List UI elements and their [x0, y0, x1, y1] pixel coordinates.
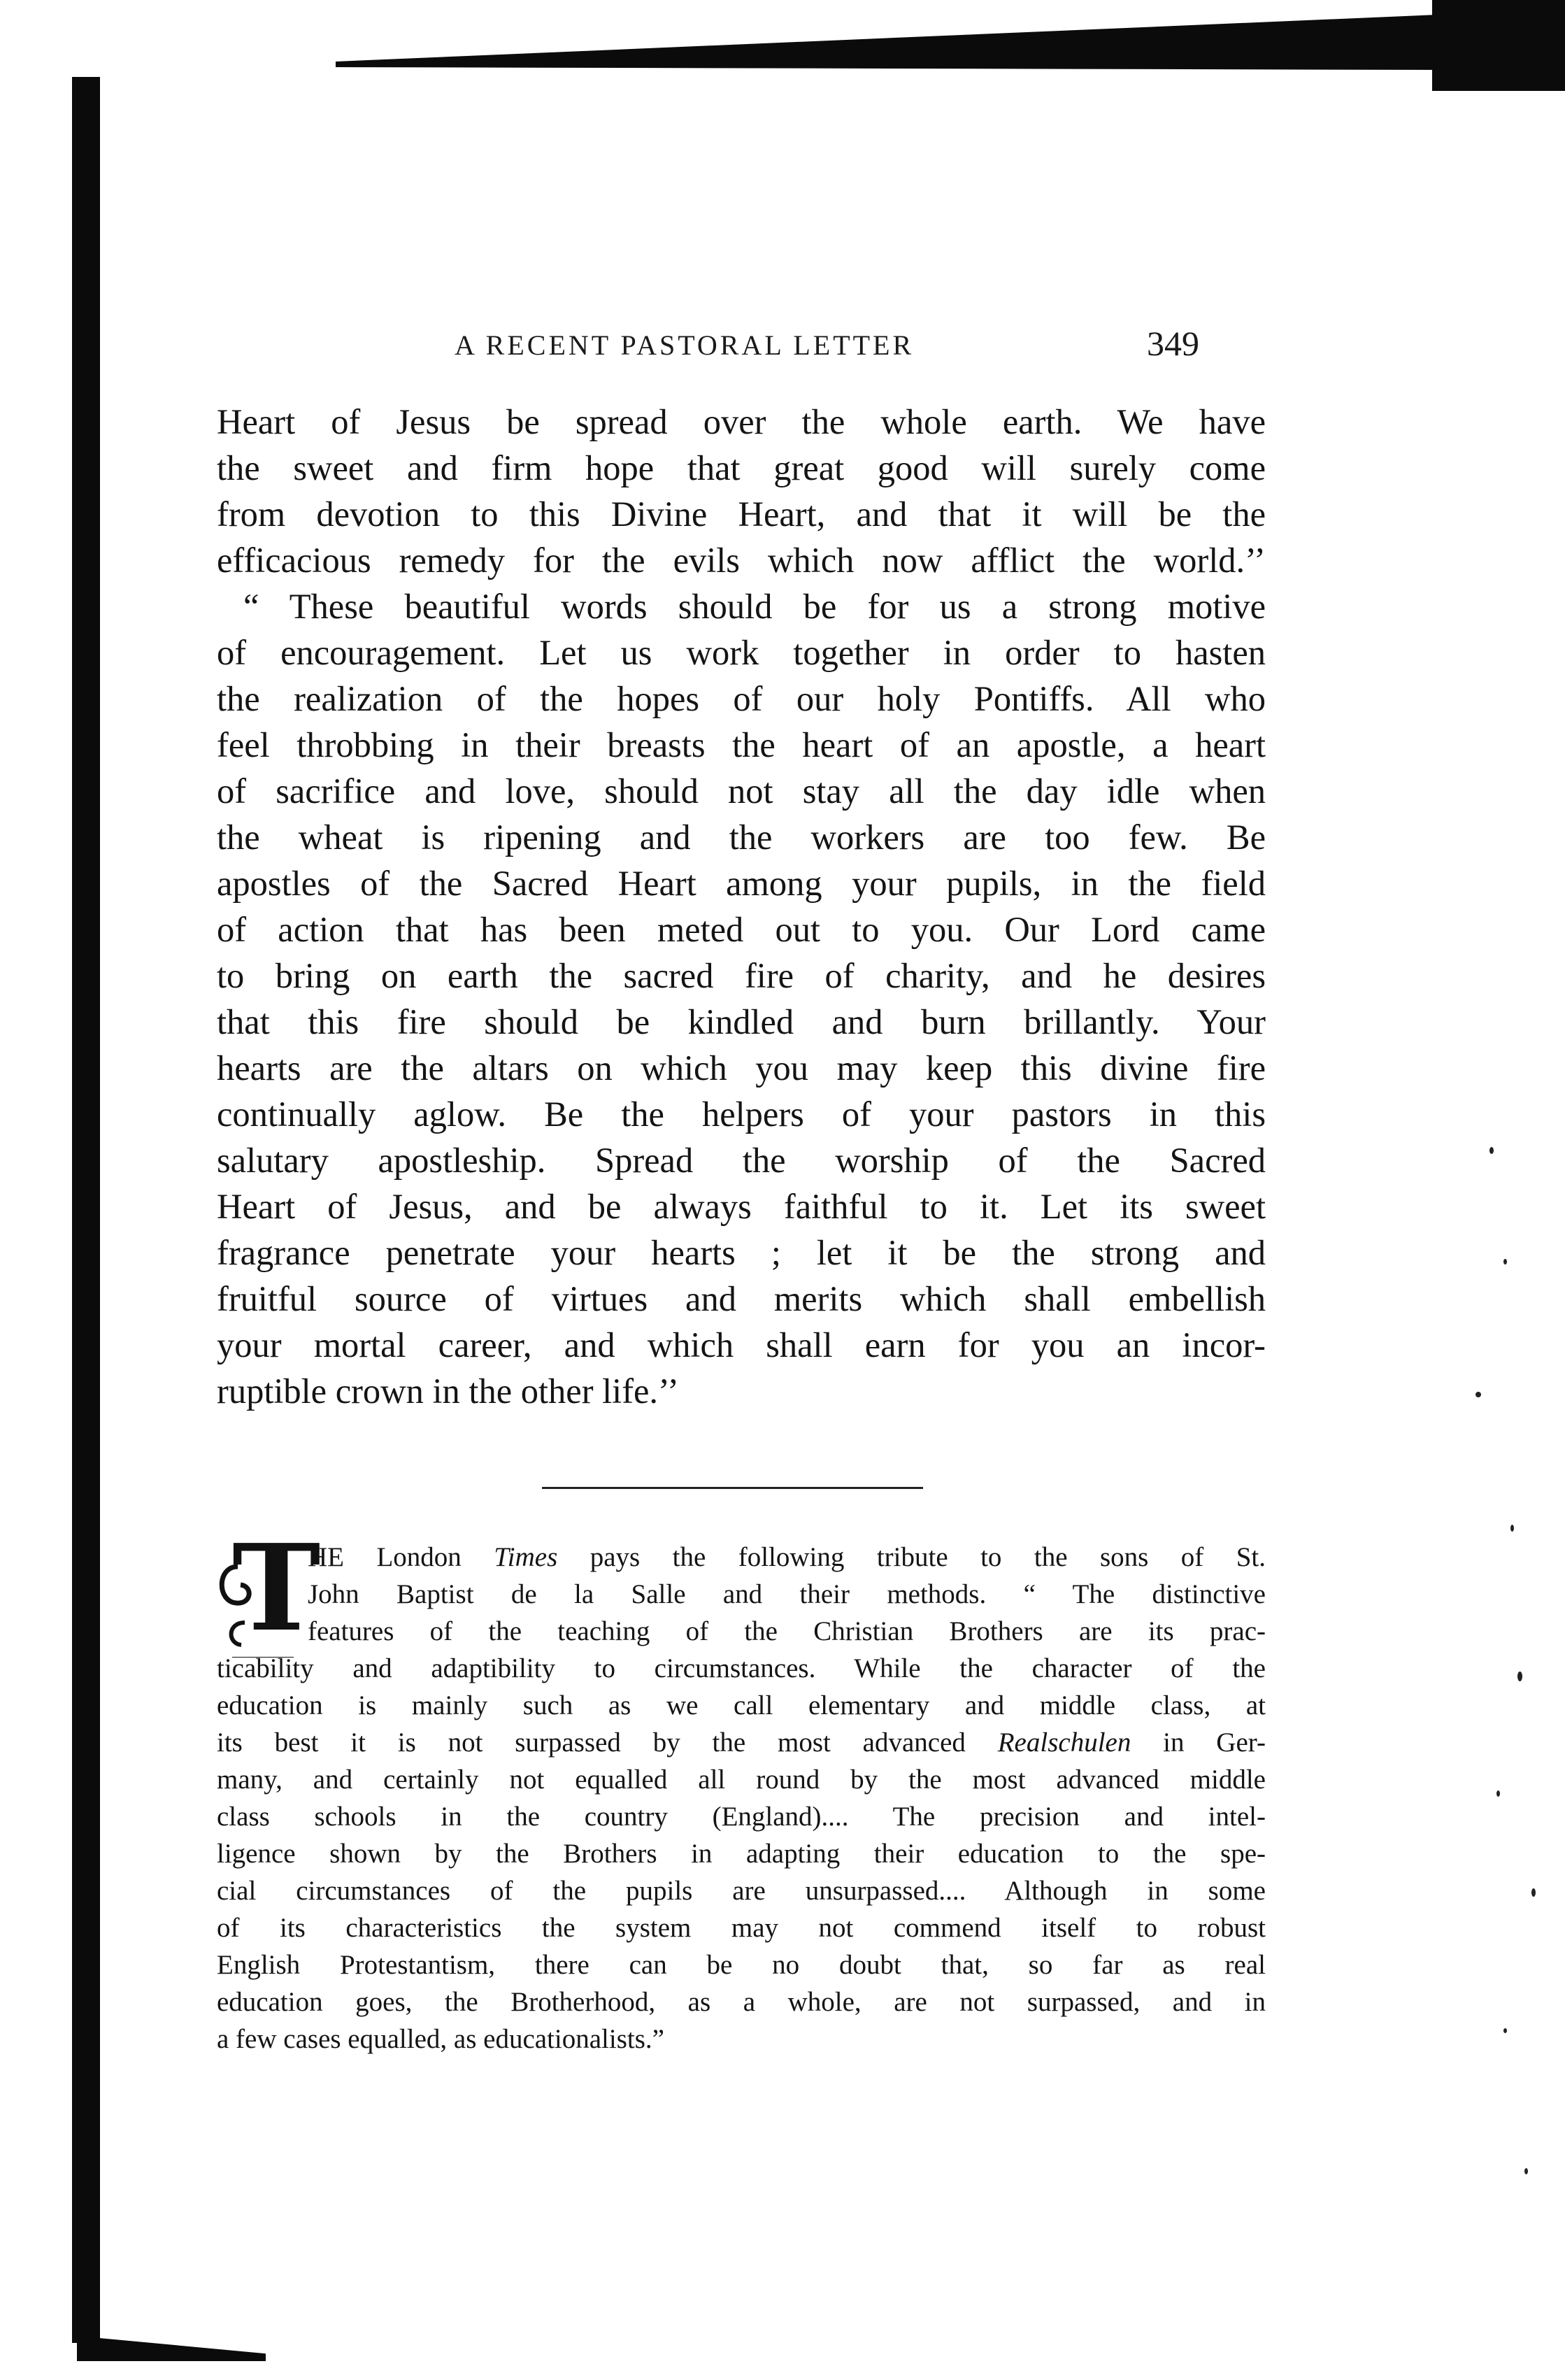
page-number: 349	[1147, 324, 1199, 363]
note-line: ticability and adaptibility to circumstances. While the character of the	[217, 1653, 1266, 1683]
drop-cap	[217, 1518, 321, 1658]
newspaper-title: Times	[494, 1542, 558, 1572]
note-line: education goes, the Brotherhood, as a whole, are not surpassed, and in	[217, 1987, 1266, 2017]
scan-speck	[1517, 1672, 1522, 1681]
text-line: fragrance penetrate your hearts ; let it be the strong and	[217, 1233, 1266, 1272]
scan-edge-bottom	[77, 2336, 266, 2361]
scan-speck	[1489, 1147, 1494, 1154]
note-line: many, and certainly not equalled all round by the most advanced middle	[217, 1765, 1266, 1795]
text-line: that this fire should be kindled and burn brillantly. Your	[217, 1002, 1266, 1041]
scan-speck	[1503, 2028, 1507, 2033]
text-line: from devotion to this Divine Heart, and that it will be the	[217, 494, 1266, 534]
body-text	[217, 399, 1266, 1414]
text-line: the sweet and firm hope that great good will surely come	[217, 448, 1266, 487]
text-line: to bring on earth the sacred fire of charity, and he desires	[217, 956, 1266, 995]
scan-edge-top	[336, 0, 1565, 91]
scan-speck	[1524, 2168, 1528, 2174]
text-line: Heart of Jesus, and be always faithful to it. Let its sweet	[217, 1187, 1266, 1226]
text-line: the realization of the hopes of our holy Pontiffs. All who	[217, 679, 1266, 718]
scan-speck	[1496, 1790, 1500, 1797]
note-line: HE London Times pays the following tribute to the sons of St.	[308, 1542, 1266, 1572]
text-line: of sacrifice and love, should not stay all the day idle when	[217, 771, 1266, 811]
section-divider	[542, 1487, 923, 1489]
note-line: a few cases equalled, as educationalists.”	[217, 2024, 664, 2054]
text-line: the wheat is ripening and the workers are too few. Be	[217, 818, 1266, 857]
scan-edge-left	[72, 77, 100, 2343]
text-line: of action that has been meted out to you. Our Lord came	[217, 910, 1266, 949]
text-line: your mortal career, and which shall earn for you an incor-	[217, 1325, 1266, 1364]
text-line: hearts are the altars on which you may keep this divine fire	[217, 1048, 1266, 1088]
drop-cap-letter: T	[232, 1518, 321, 1658]
note-line: of its characteristics the system may not commend itself to robust	[217, 1913, 1266, 1943]
note-line: education is mainly such as we call elementary and middle class, at	[217, 1690, 1266, 1720]
note-line: its best it is not surpassed by the most advanced Realschulen in Ger-	[217, 1727, 1266, 1758]
times-note	[217, 1518, 1266, 2058]
text-line: apostles of the Sacred Heart among your pupils, in the field	[217, 864, 1266, 903]
note-line: features of the teaching of the Christian Brothers are its prac-	[308, 1616, 1266, 1646]
text-line: of encouragement. Let us work together in order to hasten	[217, 633, 1266, 672]
scan-speck	[1475, 1392, 1481, 1397]
scan-speck	[1510, 1525, 1514, 1532]
text-line: efficacious remedy for the evils which now afflict the world.’’	[217, 541, 1266, 580]
text-line: salutary apostleship. Spread the worship of the Sacred	[217, 1141, 1266, 1180]
running-head: A RECENT PASTORAL LETTER	[455, 329, 915, 361]
note-line: John Baptist de la Salle and their methods. “ The distinctive	[308, 1579, 1266, 1609]
text-line: “ These beautiful words should be for us a strong motive	[243, 587, 1266, 626]
text-line: feel throbbing in their breasts the heart of an apostle, a heart	[217, 725, 1266, 764]
note-line: English Protestantism, there can be no doubt that, so far as real	[217, 1950, 1266, 1980]
scan-speck	[1531, 1888, 1536, 1897]
note-line: cial circumstances of the pupils are unsurpassed.... Although in some	[217, 1876, 1266, 1906]
foreign-term: Realschulen	[997, 1727, 1131, 1758]
note-line: class schools in the country (England).... The precision and intel-	[217, 1802, 1266, 1832]
text-line: Heart of Jesus be spread over the whole earth. We have	[217, 402, 1266, 441]
text-line: fruitful source of virtues and merits which shall embellish	[217, 1279, 1266, 1318]
text-line: continually aglow. Be the helpers of your pastors in this	[217, 1095, 1266, 1134]
scan-speck	[1503, 1259, 1507, 1264]
note-line: ligence shown by the Brothers in adapting their education to the spe-	[217, 1839, 1266, 1869]
text-line: ruptible crown in the other life.’’	[217, 1371, 679, 1411]
